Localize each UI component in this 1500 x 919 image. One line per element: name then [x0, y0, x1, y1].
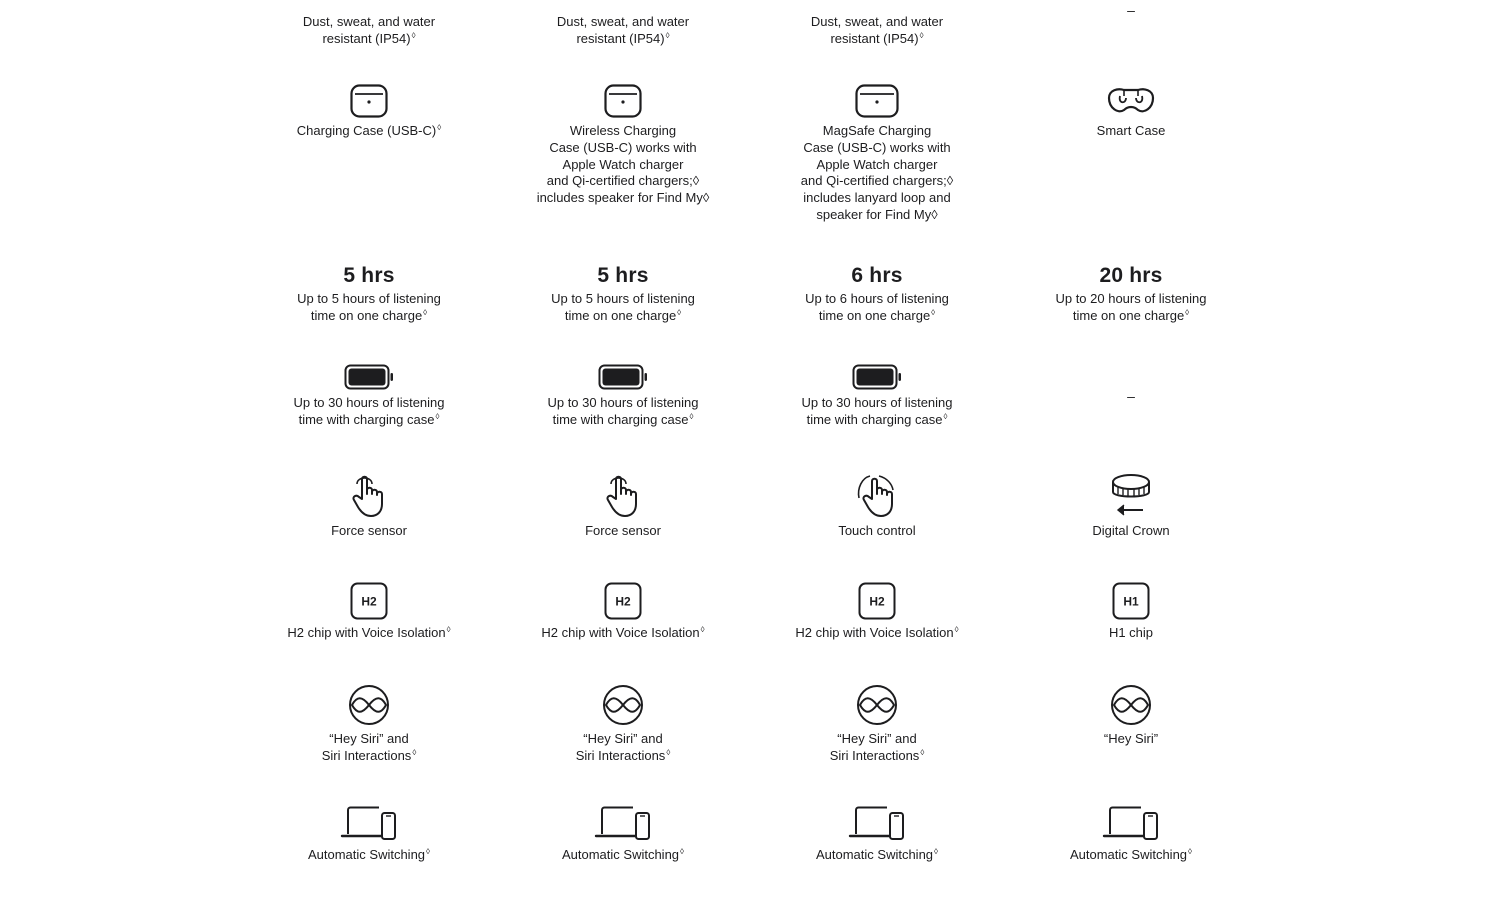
chip-icon	[858, 582, 896, 620]
switching-cell	[523, 806, 723, 864]
case-text: Wireless Charging Case (USB-C) works with Apple Watch charger and Qi-certified chargers;◊ includes speaker for Find My◊	[536, 123, 710, 206]
case-battery-cell	[269, 364, 469, 429]
control-text: Force sensor	[331, 523, 407, 538]
case-battery-cell	[523, 364, 723, 429]
battery-cell	[269, 263, 469, 325]
switching-text: Automatic Switching◊	[561, 847, 684, 862]
battery-hours: 6 hrs	[851, 264, 903, 287]
force-sensor-icon	[347, 472, 391, 518]
control-cell	[269, 472, 469, 540]
battery-text: Up to 5 hours of listening time on one charge◊	[551, 291, 695, 323]
battery-hours: 5 hrs	[597, 264, 649, 287]
chip-text: H2 chip with Voice Isolation◊	[287, 625, 451, 640]
battery-cell	[523, 263, 723, 325]
chip-label: H2	[615, 594, 631, 609]
chip-label: H1	[1123, 594, 1139, 609]
chip-cell	[269, 582, 469, 642]
control-cell	[777, 472, 977, 540]
water-resistance-text: Dust, sweat, and water resistant (IP54)◊	[810, 14, 944, 46]
chip-cell	[1031, 582, 1231, 642]
battery-cell	[777, 263, 977, 325]
chip-text: H2 chip with Voice Isolation◊	[541, 625, 705, 640]
siri-cell	[777, 684, 977, 765]
force-sensor-icon	[601, 472, 645, 518]
switching-cell	[1031, 806, 1231, 864]
case-battery-text: Up to 30 hours of listening time with charging case◊	[547, 395, 699, 427]
chip-text: H1 chip	[1108, 625, 1154, 640]
laptop-phone-icon	[1103, 806, 1159, 842]
chip-icon	[1112, 582, 1150, 620]
siri-cell	[523, 684, 723, 765]
control-text: Touch control	[838, 523, 916, 538]
case-text: MagSafe Charging Case (USB-C) works with Apple Watch charger and Qi-certified chargers;◊ includes lanyard loop and speaker for Find My◊	[800, 123, 954, 222]
case-battery-cell	[1031, 388, 1231, 404]
chip-icon	[604, 582, 642, 620]
case-cell	[1031, 86, 1231, 140]
water-resistance-cell	[777, 14, 977, 48]
switching-text: Automatic Switching◊	[815, 847, 938, 862]
siri-text: “Hey Siri” and Siri Interactions◊	[575, 731, 671, 763]
battery-text: Up to 20 hours of listening time on one charge◊	[1055, 291, 1207, 323]
battery-icon	[598, 364, 648, 390]
battery-cell	[1031, 263, 1231, 325]
switching-cell	[269, 806, 469, 864]
water-resistance-text: Dust, sweat, and water resistant (IP54)◊	[556, 14, 690, 46]
water-resistance-cell	[523, 14, 723, 48]
siri-text: “Hey Siri”	[1103, 731, 1159, 746]
chip-cell	[777, 582, 977, 642]
battery-icon	[852, 364, 902, 390]
battery-text: Up to 5 hours of listening time on one charge◊	[297, 291, 441, 323]
case-cell	[777, 84, 977, 224]
switching-text: Automatic Switching◊	[307, 847, 430, 862]
not-available-dash: –	[1127, 388, 1135, 404]
chip-label: H2	[869, 594, 885, 609]
charging-case-icon	[350, 84, 388, 118]
chip-label: H2	[361, 594, 377, 609]
smart-case-icon	[1106, 86, 1156, 118]
case-text: Smart Case	[1096, 123, 1166, 138]
control-text: Force sensor	[585, 523, 661, 538]
not-available-dash: –	[1127, 2, 1135, 18]
water-resistance-cell	[269, 14, 469, 48]
case-battery-text: Up to 30 hours of listening time with charging case◊	[801, 395, 953, 427]
chip-icon	[350, 582, 388, 620]
digital-crown-icon	[1109, 472, 1153, 518]
laptop-phone-icon	[849, 806, 905, 842]
case-cell	[269, 84, 469, 140]
laptop-phone-icon	[595, 806, 651, 842]
siri-cell	[1031, 684, 1231, 748]
control-text: Digital Crown	[1092, 523, 1170, 538]
chip-text: H2 chip with Voice Isolation◊	[795, 625, 959, 640]
switching-text: Automatic Switching◊	[1069, 847, 1192, 862]
case-cell	[523, 84, 723, 207]
chip-cell	[523, 582, 723, 642]
case-battery-cell	[777, 364, 977, 429]
siri-icon	[1110, 684, 1152, 726]
switching-cell	[777, 806, 977, 864]
siri-icon	[856, 684, 898, 726]
siri-icon	[602, 684, 644, 726]
water-resistance-text: Dust, sweat, and water resistant (IP54)◊	[302, 14, 436, 46]
charging-case-icon	[604, 84, 642, 118]
case-text: Charging Case (USB-C)◊	[296, 123, 442, 138]
siri-text: “Hey Siri” and Siri Interactions◊	[321, 731, 417, 763]
case-battery-text: Up to 30 hours of listening time with charging case◊	[293, 395, 445, 427]
battery-hours: 5 hrs	[343, 264, 395, 287]
touch-control-icon	[854, 472, 900, 518]
control-cell	[523, 472, 723, 540]
water-resistance-cell	[1031, 2, 1231, 18]
laptop-phone-icon	[341, 806, 397, 842]
siri-cell	[269, 684, 469, 765]
charging-case-icon	[855, 84, 899, 118]
siri-icon	[348, 684, 390, 726]
siri-text: “Hey Siri” and Siri Interactions◊	[829, 731, 925, 763]
battery-hours: 20 hrs	[1099, 264, 1163, 287]
battery-icon	[344, 364, 394, 390]
battery-text: Up to 6 hours of listening time on one charge◊	[805, 291, 949, 323]
control-cell	[1031, 472, 1231, 540]
